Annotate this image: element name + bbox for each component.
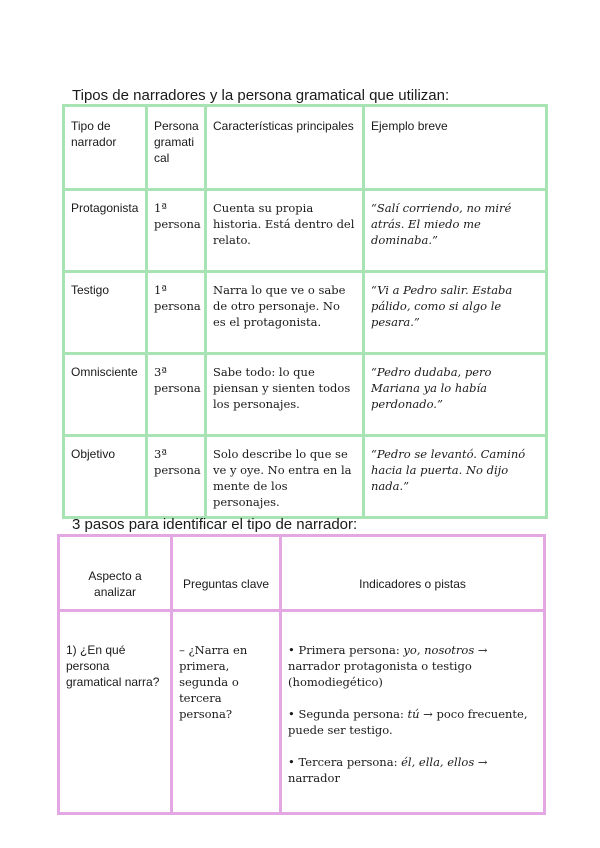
header-cell: Características principales bbox=[207, 107, 362, 188]
header-cell: Tipo de narrador bbox=[65, 107, 145, 188]
caract-cell: Solo describe lo que se ve y oye. No entra en la mente de los personajes. bbox=[207, 437, 362, 516]
header-cell: Ejemplo breve bbox=[365, 107, 545, 188]
caract-cell: Cuenta su propia historia. Está dentro del relato. bbox=[207, 191, 362, 270]
text: → poco frecuente, puede ser testigo. bbox=[288, 707, 528, 737]
text: • Segunda persona: bbox=[288, 707, 408, 721]
pregunta-cell: – ¿Narra en primera, segunda o tercera persona? bbox=[173, 612, 279, 812]
persona-cell: 1ª persona bbox=[148, 191, 204, 270]
table-row bbox=[65, 273, 545, 352]
ejemplo-cell: “Salí corriendo, no miré atrás. El miedo me dominaba.” bbox=[365, 191, 545, 270]
caract-cell: Sabe todo: lo que piensan y sienten todos los personajes. bbox=[207, 355, 362, 434]
header-cell: Preguntas clave bbox=[173, 537, 279, 609]
table1-title: Tipos de narradores y la persona gramatical que utilizan: bbox=[72, 87, 450, 104]
tipo-cell: Testigo bbox=[65, 273, 145, 352]
text: • Tercera persona: bbox=[288, 755, 402, 769]
indicator-second-person bbox=[288, 706, 537, 738]
text: • Primera persona: bbox=[288, 643, 404, 657]
persona-cell: 3ª persona bbox=[148, 355, 204, 434]
text: → narrador bbox=[288, 755, 488, 785]
aspecto-cell: 1) ¿En qué persona gramatical narra? bbox=[60, 612, 170, 812]
text-italic: yo, nosotros bbox=[403, 643, 475, 657]
table-header-row bbox=[65, 107, 545, 188]
table2-title: 3 pasos para identificar el tipo de narrador: bbox=[72, 516, 358, 533]
ejemplo-cell: “Pedro dudaba, pero Mariana ya lo había perdonado.” bbox=[365, 355, 545, 434]
header-cell: Indicadores o pistas bbox=[282, 537, 543, 609]
text: → narrador protagonista o testigo (homodiegético) bbox=[288, 643, 488, 689]
caract-cell: Narra lo que ve o sabe de otro personaje. No es el protagonista. bbox=[207, 273, 362, 352]
indicator-third-person bbox=[288, 754, 537, 786]
header-cell: Persona gramati cal bbox=[148, 107, 204, 188]
persona-cell: 1ª persona bbox=[148, 273, 204, 352]
tipo-cell: Protagonista bbox=[65, 191, 145, 270]
table-header-row bbox=[60, 537, 543, 609]
persona-cell: 3ª persona bbox=[148, 437, 204, 516]
tipo-cell: Objetivo bbox=[65, 437, 145, 516]
text-italic: él, ella, ellos bbox=[401, 755, 475, 769]
table-row bbox=[60, 612, 543, 812]
indicadores-cell bbox=[282, 612, 543, 812]
ejemplo-cell: “Vi a Pedro salir. Estaba pálido, como si algo le pesara.” bbox=[365, 273, 545, 352]
table-row bbox=[65, 355, 545, 434]
text-italic: tú bbox=[407, 707, 420, 721]
narrator-types-table bbox=[62, 104, 548, 519]
indicator-first-person bbox=[288, 642, 537, 690]
table-row bbox=[65, 437, 545, 516]
identify-steps-table bbox=[57, 534, 546, 815]
tipo-cell: Omnisciente bbox=[65, 355, 145, 434]
ejemplo-cell: “Pedro se levantó. Caminó hacia la puerta. No dijo nada.” bbox=[365, 437, 545, 516]
table-row bbox=[65, 191, 545, 270]
header-cell: Aspecto a analizar bbox=[60, 537, 170, 609]
